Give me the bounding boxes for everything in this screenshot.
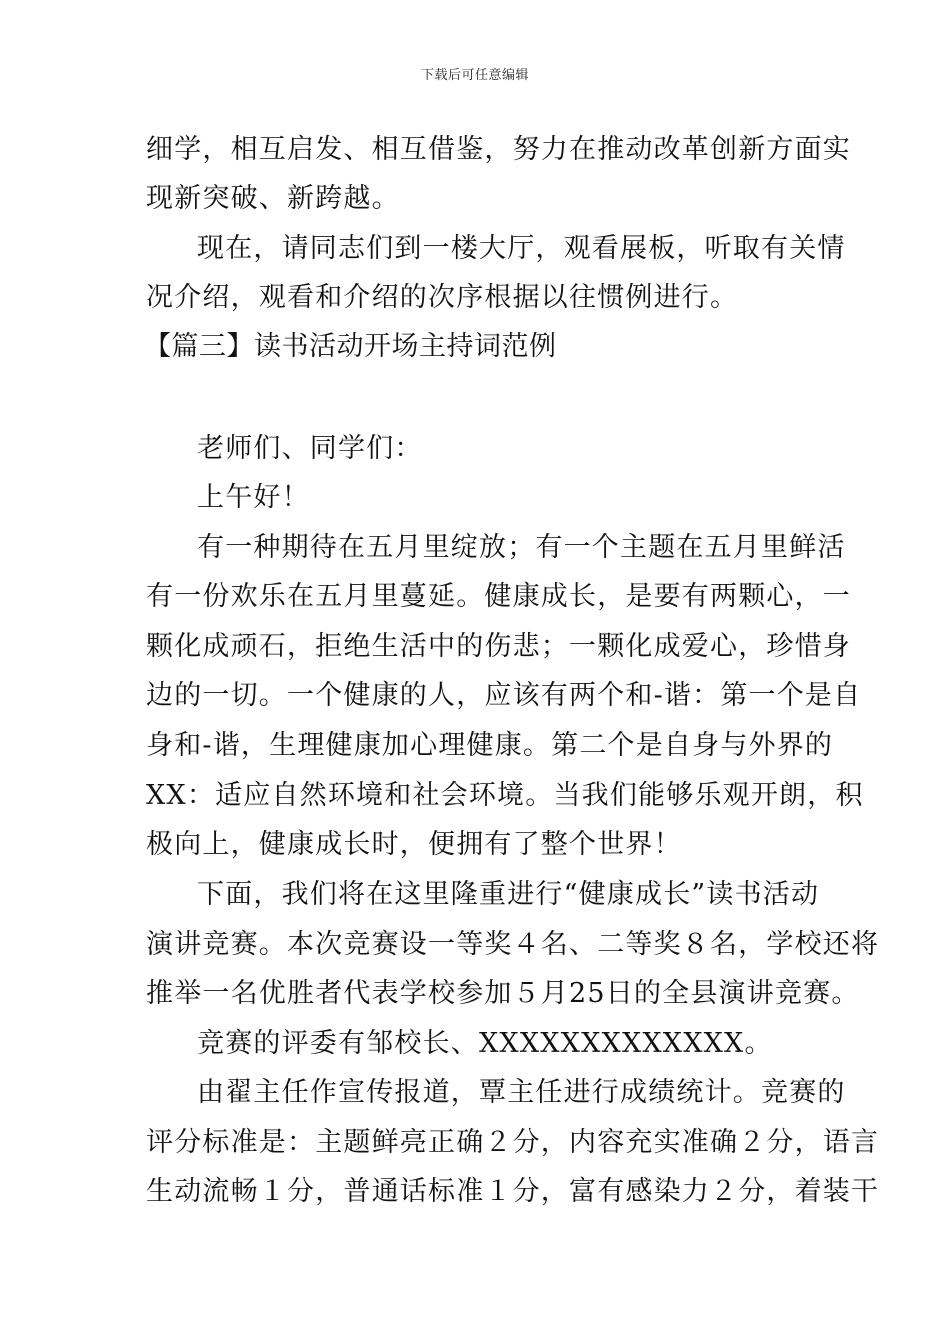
paragraph-line: 现在，请同志们到一楼大厅，观看展板，听取有关情 — [197, 233, 846, 264]
paragraph-line: 有一份欢乐在五月里蔓延。健康成长，是要有两颗心，一 — [146, 581, 851, 612]
section-heading: 【篇三】读书活动开场主持词范例 — [144, 331, 557, 362]
paragraph-line: 现新突破、新跨越。 — [146, 183, 400, 214]
paragraph-line: 下面，我们将在这里隆重进行“健康成长”读书活动 — [197, 879, 820, 910]
paragraph-line: 生动流畅１分，普通话标准１分，富有感染力２分，着装干 — [146, 1176, 880, 1207]
paragraph-line: 竞赛的评委有邹校长、XXXXXXXXXXXXX。 — [197, 1028, 773, 1059]
paragraph-line: 由翟主任作宣传报道，覃主任进行成绩统计。竞赛的 — [197, 1077, 846, 1108]
paragraph-line: 边的一切。一个健康的人，应该有两个和-谐：第一个是自 — [146, 680, 862, 711]
paragraph-line: 颗化成顽石，拒绝生活中的伤悲；一颗化成爱心，珍惜身 — [146, 631, 851, 662]
paragraph-line: 身和-谐，生理健康加心理健康。第二个是自身与外界的 — [146, 730, 834, 761]
paragraph-line: 推举一名优胜者代表学校参加５月25日的全县演讲竞赛。 — [146, 978, 860, 1009]
paragraph-line: 况介绍，观看和介绍的次序根据以往惯例进行。 — [146, 282, 739, 313]
paragraph-line: XX：适应自然环境和社会环境。当我们能够乐观开朗，积 — [146, 780, 864, 811]
page-header: 下载后可任意编辑 — [420, 68, 529, 83]
greeting-line: 上午好！ — [197, 482, 310, 513]
paragraph-line: 评分标准是：主题鲜亮正确２分，内容充实准确２分，语言 — [146, 1127, 880, 1158]
paragraph-line: 细学，相互启发、相互借鉴，努力在推动改革创新方面实 — [146, 134, 851, 165]
paragraph-line: 极向上，健康成长时，便拥有了整个世界！ — [146, 829, 682, 860]
salutation-line: 老师们、同学们： — [197, 433, 423, 464]
paragraph-line: 演讲竞赛。本次竞赛设一等奖４名、二等奖８名，学校还将 — [146, 929, 880, 960]
paragraph-line: 有一种期待在五月里绽放；有一个主题在五月里鲜活 — [197, 532, 846, 563]
